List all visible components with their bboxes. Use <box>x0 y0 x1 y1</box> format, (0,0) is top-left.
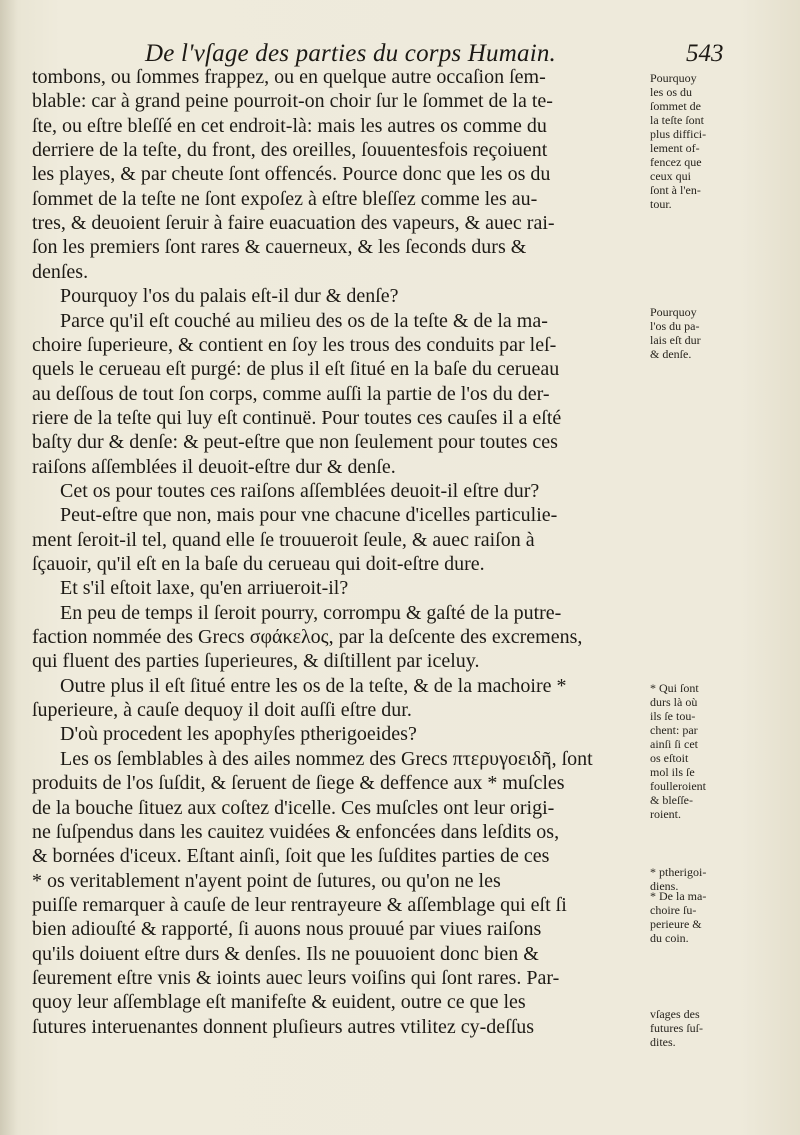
body-line: ſçauoir, qu'il eſt en la baſe du cerueau qui doit-eſtre dure. <box>32 553 485 575</box>
body-line: ſon les premiers ſont rares & cauerneux, & les ſeconds durs & <box>32 236 527 259</box>
body-line: puiſſe remarquer à cauſe de leur rentrayeure & aſſemblage qui eſt ſi <box>32 893 567 916</box>
margin-note-line: plus diffici- <box>650 127 707 141</box>
margin-note-line: os eſtoit <box>650 751 689 765</box>
body-line: D'où procedent les apophyſes ptherigoeides? <box>60 723 417 746</box>
margin-note-line: roient. <box>650 807 681 821</box>
body-line: tombons, ou ſommes frappez, ou en quelque autre occaſion ſem- <box>32 66 546 88</box>
margin-note-line: perieure & <box>650 917 702 931</box>
margin-note-line: l'os du pa- <box>650 319 700 333</box>
body-line: En peu de temps il ſeroit pourry, corrompu & gaſté de la putre- <box>60 601 562 624</box>
body-line: ne ſuſpendus dans les cauitez vuidées & enfoncées dans leſdits os, <box>32 820 560 843</box>
body-line: baſty dur & denſe: & peut-eſtre que non ſeulement pour toutes ces <box>32 431 558 454</box>
body-line: faction nommée des Grecs σφάκελος, par la deſcente des excremens, <box>32 626 583 649</box>
body-line: ment ſeroit-il tel, quand elle ſe trouueroit ſeule, & auec raiſon à <box>32 528 535 551</box>
body-line: ſeurement eſtre vnis & ioints auec leurs voiſins qui ſont rares. Par- <box>32 966 560 989</box>
body-line: Cet os pour toutes ces raiſons aſſemblées deuoit-il eſtre dur? <box>60 479 540 502</box>
body-line: ſuperieure, à cauſe dequoy il doit auſſi eſtre dur. <box>32 699 412 722</box>
body-line: ſommet de la teſte ne ſont expoſez à eſtre bleſſez comme les au- <box>32 187 538 210</box>
margin-note-line: dites. <box>650 1035 676 1049</box>
body-line: quels le cerueau eſt purgé: de plus il eſt ſitué en la baſe du cerueau <box>32 358 560 381</box>
margin-note-line: durs là où <box>650 695 698 709</box>
body-line: raiſons aſſemblées il deuoit-eſtre dur & denſe. <box>32 455 396 478</box>
body-line: Les os ſemblables à des ailes nommez des Grecs πτερυγοειδῆ, ſont <box>60 747 593 770</box>
page-number: 543 <box>686 40 724 67</box>
body-line: tres, & deuoient ſeruir à faire euacuation des vapeurs, & auec rai- <box>32 212 555 235</box>
margin-note-line: Pourquoy <box>650 305 697 319</box>
body-line: de la bouche ſituez aux coſtez d'icelle. Ces muſcles ont leur origi- <box>32 796 555 819</box>
running-header: De l'vſage des parties du corps Humain. <box>145 40 557 67</box>
margin-note-line: les os du <box>650 85 692 99</box>
body-line: quoy leur aſſemblage eſt manifeſte & euident, outre ce que les <box>32 991 526 1014</box>
body-line: ſutures interuenantes donnent pluſieurs autres vtilitez cy-deſſus <box>32 1015 535 1038</box>
body-line: Peut-eſtre que non, mais pour vne chacune d'icelles particulie- <box>60 504 558 527</box>
body-line: Outre plus il eſt ſitué entre les os de la teſte, & de la machoire * <box>60 674 567 697</box>
margin-note-line: du coin. <box>650 931 689 945</box>
margin-note-line: ils ſe tou- <box>650 709 696 723</box>
margin-note-line: & denſe. <box>650 347 692 361</box>
margin-note-line: futures ſuſ- <box>650 1021 703 1035</box>
margin-note-line: * De la ma- <box>650 889 707 903</box>
body-line: au deſſous de tout ſon corps, comme auſſi la partie de l'os du der- <box>32 382 550 405</box>
margin-note-line: tour. <box>650 197 672 211</box>
margin-note-line: * ptherigoi- <box>650 865 707 879</box>
margin-note-line: la teſte ſont <box>650 113 704 127</box>
margin-note-line: vſages des <box>650 1007 700 1021</box>
body-line: qui fluent des parties ſuperieures, & diſtillent par iceluy. <box>32 650 480 673</box>
margin-note-line: foulleroient <box>650 779 706 793</box>
margin-note-line: & bleſſe- <box>650 793 693 807</box>
body-line: produits de l'os ſuſdit, & ſeruent de ſiege & deffence aux * muſcles <box>32 772 565 795</box>
body-line: choire ſuperieure, & contient en ſoy les trous des conduits par leſ- <box>32 333 557 356</box>
body-line: riere de la teſte qui luy eſt continuë. Pour toutes ces cauſes il a eſté <box>32 406 562 429</box>
margin-note-line: lais eſt dur <box>650 333 701 347</box>
body-line: & bornées d'iceux. Eſtant ainſi, ſoit que les ſuſdites parties de ces <box>32 845 550 868</box>
body-line: qu'ils doiuent eſtre durs & denſes. Ils ne pouuoient donc bien & <box>32 942 539 965</box>
margin-note-line: ſont à l'en- <box>650 183 701 197</box>
margin-note-line: ceux qui <box>650 169 691 183</box>
body-line: Et s'il eſtoit laxe, qu'en arriueroit-il? <box>60 577 349 600</box>
body-line: les playes, & par cheute ſont offencés. Pource donc que les os du <box>32 163 551 186</box>
body-line: blable: car à grand peine pourroit-on choir ſur le ſommet de la te- <box>32 90 553 113</box>
margin-note-line: choire ſu- <box>650 903 697 917</box>
body-line: Pourquoy l'os du palais eſt-il dur & denſe? <box>60 285 399 308</box>
body-line: * os veritablement n'ayent point de ſutures, ou qu'on ne les <box>32 869 501 892</box>
margin-note-line: * Qui ſont <box>650 681 699 695</box>
margin-note-line: ſommet de <box>650 99 701 113</box>
margin-note-line: lement of- <box>650 141 700 155</box>
body-line: derriere de la teſte, du front, des oreilles, ſouuentesfois reçoiuent <box>32 139 548 162</box>
margin-note-line: chent: par <box>650 723 698 737</box>
body-line: ſte, ou eſtre bleſſé en cet endroit-là: mais les autres os comme du <box>32 114 547 137</box>
body-line: Parce qu'il eſt couché au milieu des os de la teſte & de la ma- <box>60 309 548 332</box>
body-line: bien adiouſté & rapporté, ſi auons nous prouué par viues raiſons <box>32 918 542 941</box>
margin-note-line: diens. <box>650 879 679 893</box>
margin-note-line: mol ils ſe <box>650 765 695 779</box>
margin-note-line: Pourquoy <box>650 71 697 85</box>
body-line: denſes. <box>32 260 89 283</box>
margin-note-line: fencez que <box>650 155 702 169</box>
margin-note-line: ainſi ſi cet <box>650 737 698 751</box>
